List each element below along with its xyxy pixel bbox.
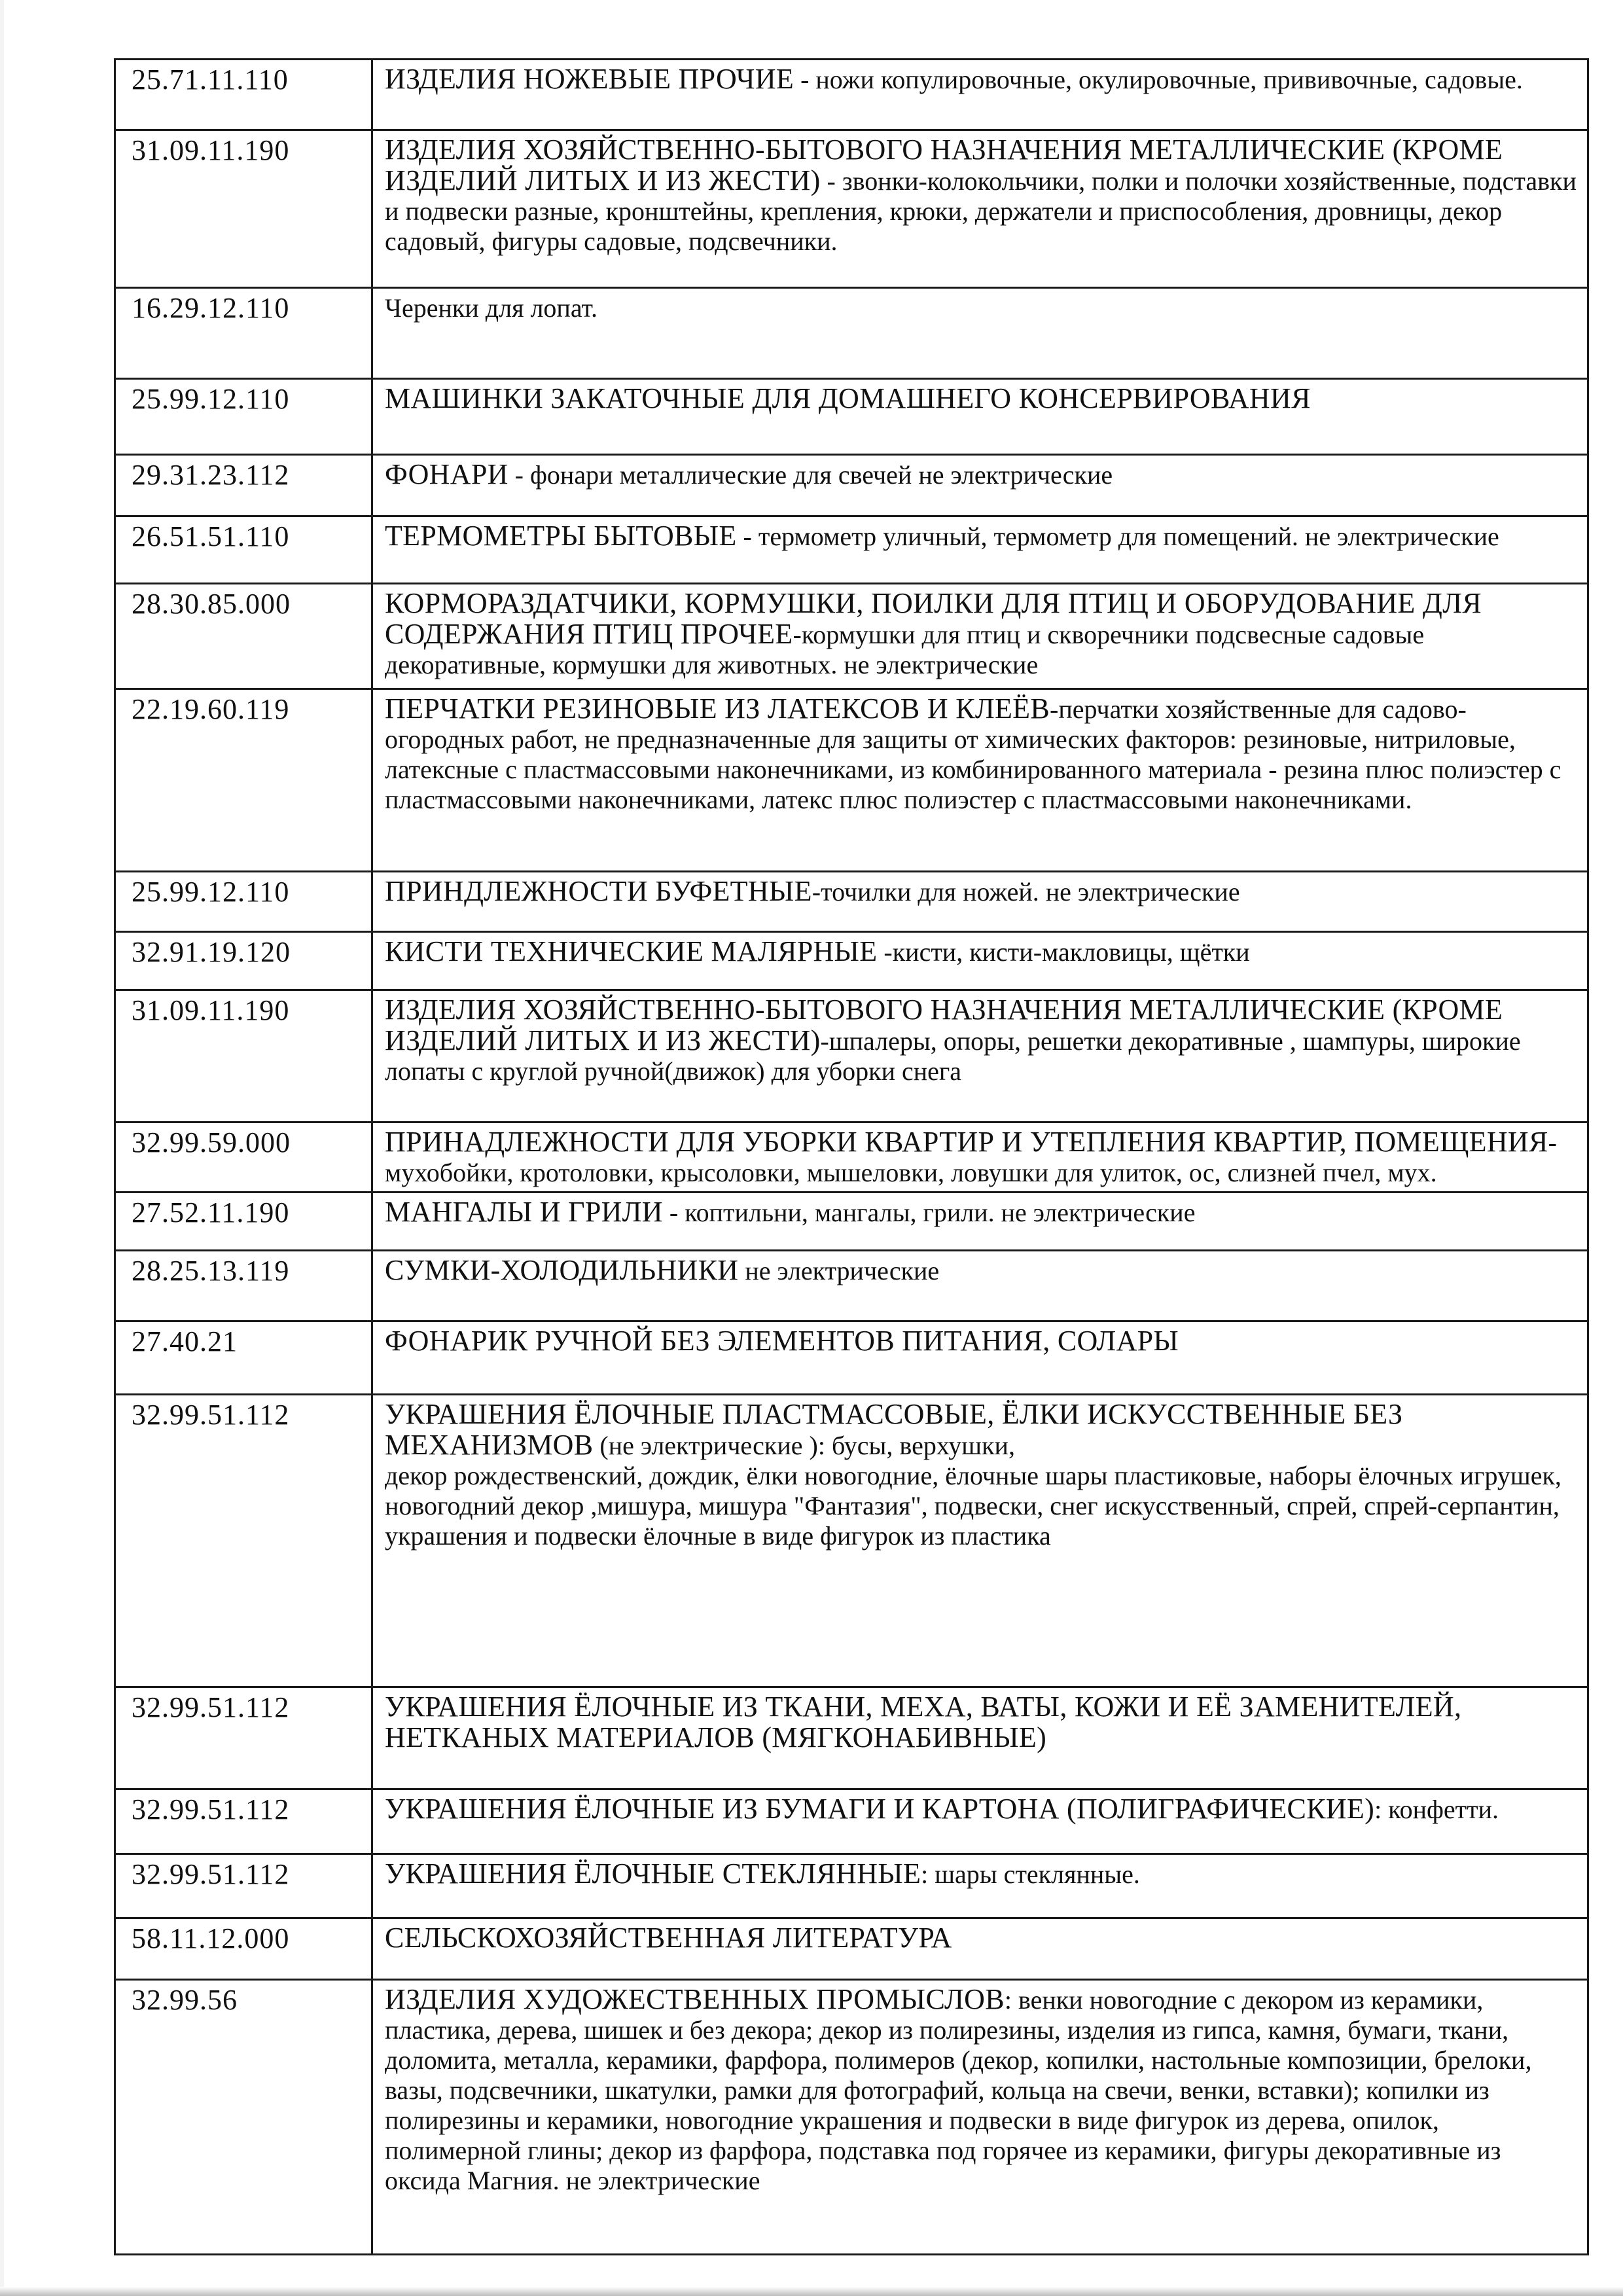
okpd-code: 29.31.23.112	[115, 455, 372, 516]
table-row	[115, 379, 1588, 455]
category-title: КИСТИ ТЕХНИЧЕСКИЕ МАЛЯРНЫЕ	[385, 935, 878, 967]
category-title: ТЕРМОМЕТРЫ БЫТОВЫЕ	[385, 520, 737, 552]
okpd-code: 31.09.11.190	[115, 990, 372, 1122]
okpd-code: 32.99.51.112	[115, 1789, 372, 1854]
table-row	[115, 60, 1588, 130]
product-description	[372, 1789, 1588, 1854]
category-details: Черенки для лопат.	[385, 293, 598, 323]
table-row	[115, 1122, 1588, 1193]
okpd-code: 25.71.11.110	[115, 60, 372, 130]
okpd-code: 25.99.12.110	[115, 872, 372, 932]
product-description	[372, 689, 1588, 872]
category-title: МАНГАЛЫ И ГРИЛИ	[385, 1196, 663, 1228]
okpd-code: 26.51.51.110	[115, 516, 372, 584]
category-title: ФОНАРИ	[385, 458, 508, 490]
category-details: -точилки для ножей. не электрические	[812, 877, 1240, 906]
product-description	[372, 60, 1588, 130]
category-details: : конфетти.	[1374, 1795, 1499, 1824]
category-title: СУМКИ-ХОЛОДИЛЬНИКИ	[385, 1254, 739, 1286]
product-description	[372, 1918, 1588, 1980]
category-title: ПРИНАДЛЕЖНОСТИ ДЛЯ УБОРКИ КВАРТИР И УТЕПЛЕНИЯ КВАРТИР, ПОМЕЩЕНИЯ	[385, 1126, 1548, 1158]
category-details: - фонари металлические для свечей не электрические	[508, 460, 1113, 490]
okpd-code: 28.25.13.119	[115, 1251, 372, 1321]
category-title: ПРИНДЛЕЖНОСТИ БУФЕТНЫЕ	[385, 875, 812, 907]
category-title: ИЗДЕЛИЯ ХОЗЯЙСТВЕННО-БЫТОВОГО НАЗНАЧЕНИЯ МЕТАЛЛИЧЕСКИЕ (КРОМЕ ИЗДЕЛИЙ ЛИТЫХ И ИЗ ЖЕСТИ)	[385, 134, 1503, 196]
category-title: УКРАШЕНИЯ ЁЛОЧНЫЕ ИЗ БУМАГИ И КАРТОНА (ПОЛИГРАФИЧЕСКИЕ)	[385, 1793, 1375, 1825]
okpd-code: 32.99.51.112	[115, 1687, 372, 1789]
category-details: - термометр уличный, термометр для помещений. не электрические	[736, 522, 1499, 551]
okpd-code: 32.99.51.112	[115, 1854, 372, 1918]
table-row	[115, 1321, 1588, 1395]
product-description	[372, 379, 1588, 455]
category-details: - ножи копулировочные, окулировочные, прививочные, садовые.	[794, 65, 1523, 94]
category-details: не электрические	[738, 1256, 940, 1285]
table-row	[115, 455, 1588, 516]
table-row	[115, 990, 1588, 1122]
okpd-code: 28.30.85.000	[115, 584, 372, 689]
table-row	[115, 932, 1588, 990]
product-description	[372, 1395, 1588, 1687]
okpd-code: 32.99.56	[115, 1980, 372, 2255]
table-row	[115, 1980, 1588, 2255]
product-description	[372, 872, 1588, 932]
category-details: - коптильни, мангалы, грили. не электрические	[662, 1198, 1196, 1227]
okpd-code: 32.99.59.000	[115, 1122, 372, 1193]
table-row	[115, 872, 1588, 932]
okpd-code: 22.19.60.119	[115, 689, 372, 872]
table-row	[115, 689, 1588, 872]
category-title: УКРАШЕНИЯ ЁЛОЧНЫЕ ИЗ ТКАНИ, МЕХА, ВАТЫ, КОЖИ И ЕЁ ЗАМЕНИТЕЛЕЙ, НЕТКАНЫХ МАТЕРИАЛОВ (МЯГКОНАБИВНЫЕ)	[385, 1691, 1462, 1753]
okpd-code: 25.99.12.110	[115, 379, 372, 455]
okpd-code: 31.09.11.190	[115, 130, 372, 288]
product-description	[372, 455, 1588, 516]
product-description	[372, 288, 1588, 379]
table-row	[115, 1395, 1588, 1687]
scan-edge-bottom	[0, 2287, 1623, 2296]
table-row	[115, 516, 1588, 584]
table-row	[115, 1687, 1588, 1789]
okpd-code: 27.40.21	[115, 1321, 372, 1395]
category-details: -кормушки для птиц и скворечники подсвесные садовые декоративные, кормушки для животных. не электрические	[385, 620, 1425, 679]
product-description	[372, 1193, 1588, 1251]
product-description	[372, 130, 1588, 288]
okpd-code: 32.99.51.112	[115, 1395, 372, 1687]
category-details: : шары стеклянные.	[921, 1859, 1140, 1889]
category-details: - звонки-колокольчики, полки и полочки хозяйственные, подставки и подвески разные, кронштейны, крепления, крюки, держатели и приспособления, дровницы, декор садовый, фигуры садовые, подсвечники.	[385, 166, 1577, 256]
category-title: ФОНАРИК РУЧНОЙ БЕЗ ЭЛЕМЕНТОВ ПИТАНИЯ, СОЛАРЫ	[385, 1325, 1179, 1357]
category-title: УКРАШЕНИЯ ЁЛОЧНЫЕ ПЛАСТМАССОВЫЕ, ЁЛКИ ИСКУССТВЕННЫЕ БЕЗ МЕХАНИЗМОВ	[385, 1398, 1403, 1461]
product-description	[372, 1321, 1588, 1395]
category-details: -шпалеры, опоры, решетки декоративные , шампуры, широкие лопаты с круглой ручной(движок) для уборки снега	[385, 1026, 1521, 1086]
product-description	[372, 584, 1588, 689]
table-row	[115, 130, 1588, 288]
category-title: ИЗДЕЛИЯ ХУДОЖЕСТВЕННЫХ ПРОМЫСЛОВ	[385, 1983, 1005, 2015]
table-row	[115, 1918, 1588, 1980]
category-details: (не электрические ): бусы, верхушки, декор рождественский, дождик, ёлки новогодние, ёлочные шары пластиковые, наборы ёлочных игрушек, новогодний декор ,мишура, мишура "Фантазия", подвески, снег искусственный, спрей, спрей-серпантин, украшения и подвески ёлочные в виде фигурок из пластика	[385, 1431, 1561, 1551]
okpd-code: 32.91.19.120	[115, 932, 372, 990]
category-title: ИЗДЕЛИЯ НОЖЕВЫЕ ПРОЧИЕ	[385, 63, 794, 95]
product-description	[372, 1122, 1588, 1193]
scan-edge-left	[0, 0, 4, 2296]
product-description	[372, 1687, 1588, 1789]
product-description	[372, 1854, 1588, 1918]
category-title: ИЗДЕЛИЯ ХОЗЯЙСТВЕННО-БЫТОВОГО НАЗНАЧЕНИЯ МЕТАЛЛИЧЕСКИЕ (КРОМЕ ИЗДЕЛИЙ ЛИТЫХ И ИЗ ЖЕСТИ)	[385, 994, 1503, 1056]
table-row	[115, 584, 1588, 689]
category-title: УКРАШЕНИЯ ЁЛОЧНЫЕ СТЕКЛЯННЫЕ	[385, 1857, 921, 1890]
okpd-code: 58.11.12.000	[115, 1918, 372, 1980]
product-code-table	[114, 58, 1589, 2255]
table-row	[115, 1251, 1588, 1321]
table-row	[115, 1193, 1588, 1251]
category-title: КОРМОРАЗДАТЧИКИ, КОРМУШКИ, ПОИЛКИ ДЛЯ ПТИЦ И ОБОРУДОВАНИЕ ДЛЯ СОДЕРЖАНИЯ ПТИЦ ПРОЧЕЕ	[385, 587, 1482, 650]
category-details: -мухобойки, кротоловки, крысоловки, мышеловки, ловушки для улиток, ос, слизней пчел, мух.	[385, 1128, 1557, 1187]
category-title: МАШИНКИ ЗАКАТОЧНЫЕ ДЛЯ ДОМАШНЕГО КОНСЕРВИРОВАНИЯ	[385, 382, 1311, 414]
table-row	[115, 288, 1588, 379]
table-row	[115, 1854, 1588, 1918]
category-details: -кисти, кисти-макловицы, щётки	[877, 937, 1250, 967]
product-description	[372, 1251, 1588, 1321]
okpd-code: 16.29.12.110	[115, 288, 372, 379]
category-title: СЕЛЬСКОХОЗЯЙСТВЕННАЯ ЛИТЕРАТУРА	[385, 1922, 952, 1954]
product-description	[372, 1980, 1588, 2255]
category-details: -перчатки хозяйственные для садово-огородных работ, не предназначенные для защиты от химических факторов: резиновые, нитриловые, латексные с пластмассовыми наконечниками, из комбинированного материала - резина плюс полиэстер с пластмассовыми наконечниками, латекс плюс полиэстер с пластмассовыми наконечниками.	[385, 694, 1561, 814]
category-details: : венки новогодние с декором из керамики, пластика, дерева, шишек и без декора; декор из полирезины, изделия из гипса, камня, бумаги, ткани, доломита, металла, керамики, фарфора, полимеров (декор, копилки, настольные композиции, брелоки, вазы, подсвечники, шкатулки, рамки для фотографий, кольца на свечи, венки, вставки); копилки из полирезины и керамики, новогодние украшения и подвески в виде фигурок из дерева, опилок, полимерной глины; декор из фарфора, подставка под горячее из керамики, фигуры декоративные из оксида Магния. не электрические	[385, 1985, 1532, 2195]
table-row	[115, 1789, 1588, 1854]
product-description	[372, 932, 1588, 990]
product-description	[372, 990, 1588, 1122]
okpd-code: 27.52.11.190	[115, 1193, 372, 1251]
product-description	[372, 516, 1588, 584]
category-title: ПЕРЧАТКИ РЕЗИНОВЫЕ ИЗ ЛАТЕКСОВ И КЛЕЁВ	[385, 692, 1050, 725]
